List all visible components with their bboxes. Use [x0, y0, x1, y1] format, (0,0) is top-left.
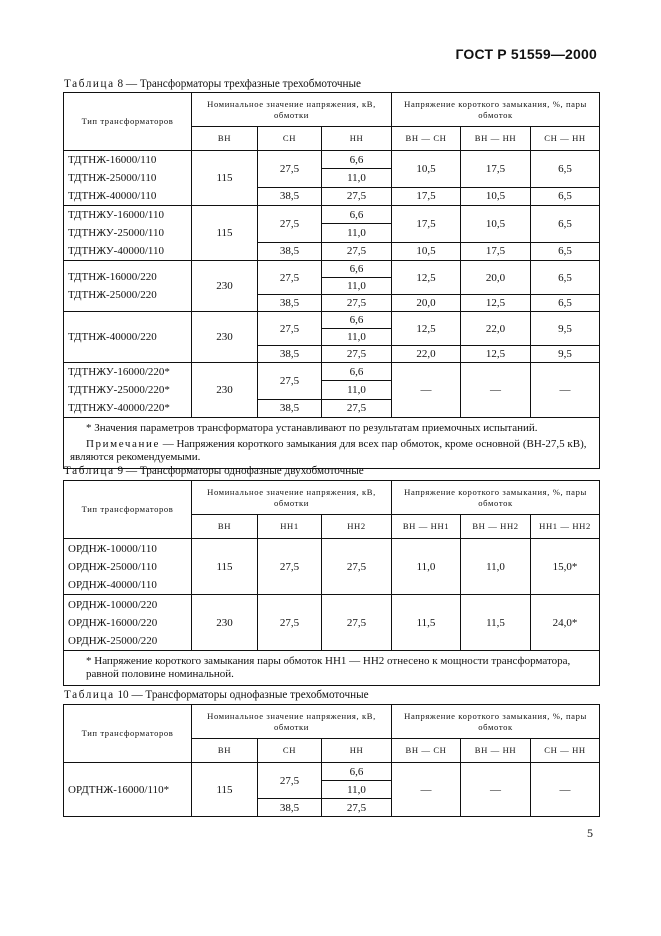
- table8-note: [70, 438, 593, 464]
- sn-value: 27,5: [258, 206, 322, 243]
- page-number: 5: [587, 826, 593, 840]
- transformer-type: ТДТНЖ-16000/220: [68, 271, 157, 283]
- transformer-type: ТДТНЖУ-16000/110: [68, 209, 164, 221]
- nn2-value: 27,5: [322, 595, 392, 651]
- document-code-header: ГОСТ Р 51559—2000: [455, 46, 597, 62]
- transformer-type: ТДТНЖ-16000/110: [68, 154, 157, 166]
- sn-nn-value: 6,5: [531, 187, 600, 205]
- table10: [63, 704, 600, 817]
- nn-value: 6,6: [322, 151, 392, 169]
- nn1-value: 27,5: [258, 595, 322, 651]
- table10-label: Таблица: [64, 689, 115, 701]
- sn-value: 27,5: [258, 151, 322, 188]
- table8-header-short-circuit: Напряжение короткого замыкания, %, пары обмоток: [392, 93, 600, 127]
- vn-sn-value: 10,5: [392, 151, 461, 188]
- table10-number: 10: [117, 689, 129, 701]
- table9-title: — Трансформаторы однофазные двухобмоточные: [125, 465, 364, 477]
- transformer-type: ТДТНЖ-40000/110: [68, 190, 157, 202]
- sn-value: 38,5: [258, 799, 322, 817]
- table8-header-nominal: Номинальное значение напряжения, кВ, обмотки: [192, 93, 392, 127]
- sn-nn-value: 6,5: [531, 242, 600, 260]
- table10-col-vn-sn: ВН — СН: [392, 739, 461, 763]
- table10-col-nn: НН: [322, 739, 392, 763]
- transformer-type: ОРДНЖ-10000/110: [68, 542, 157, 555]
- transformer-type: ОРДНЖ-25000/220: [68, 634, 158, 647]
- table8-title: — Трансформаторы трехфазные трехобмоточные: [125, 78, 362, 90]
- table9-col-nn1-nn2: НН1 — НН2: [531, 515, 600, 539]
- vn-sn-value: 17,5: [392, 187, 461, 205]
- table9-number: 9: [117, 465, 124, 477]
- transformer-type: ОРДНЖ-40000/110: [68, 578, 157, 591]
- table10-col-sn-nn: СН — НН: [531, 739, 600, 763]
- table8-col-vn-sn: ВН — СН: [392, 127, 461, 151]
- nn1-value: 27,5: [258, 539, 322, 595]
- sn-value: 38,5: [258, 346, 322, 363]
- nn1-nn2-value: 24,0*: [531, 595, 600, 651]
- nn-value: 27,5: [322, 295, 392, 312]
- table9-header-type: Тип трансформаторов: [64, 481, 192, 539]
- nn-value: 11,0: [322, 169, 392, 187]
- vn-sn-value: —: [392, 363, 461, 418]
- table8-col-sn: СН: [258, 127, 322, 151]
- nn-value: 6,6: [322, 206, 392, 224]
- sn-value: 27,5: [258, 312, 322, 346]
- table9-col-vn: ВН: [192, 515, 258, 539]
- vn-nn2-value: 11,5: [461, 595, 531, 651]
- table9-type-cell: [64, 595, 192, 651]
- vn-nn1-value: 11,0: [392, 539, 461, 595]
- transformer-type: ТДТНЖУ-25000/220*: [68, 384, 170, 396]
- vn-nn-value: 17,5: [461, 242, 531, 260]
- table8-type-cell: [64, 206, 192, 261]
- table8-footnote: * Значения параметров трансформатора устанавливают по результатам приемочных испытаний.: [86, 422, 538, 434]
- nn-value: 11,0: [322, 224, 392, 242]
- nn1-nn2-value: 15,0*: [531, 539, 600, 595]
- vn-nn-value: 20,0: [461, 261, 531, 295]
- table8-col-vn-nn: ВН — НН: [461, 127, 531, 151]
- transformer-type: ТДТНЖУ-40000/220*: [68, 402, 170, 414]
- table8: [63, 92, 600, 469]
- table10-header-type: Тип трансформаторов: [64, 705, 192, 763]
- table9-col-vn-nn2: ВН — НН2: [461, 515, 531, 539]
- sn-nn-value: 6,5: [531, 295, 600, 312]
- table10-type-cell: [64, 763, 192, 817]
- table10-header-nominal: Номинальное значение напряжения, кВ, обмотки: [192, 705, 392, 739]
- vn-value: 230: [192, 363, 258, 418]
- sn-value: 38,5: [258, 187, 322, 205]
- table10-title: — Трансформаторы однофазные трехобмоточные: [131, 689, 369, 701]
- nn-value: 27,5: [322, 242, 392, 260]
- vn-sn-value: —: [392, 763, 461, 817]
- nn-value: 6,6: [322, 363, 392, 381]
- table9-notes: [64, 651, 600, 686]
- vn-sn-value: 17,5: [392, 206, 461, 243]
- table9-header-short-circuit: Напряжение короткого замыкания, %, пары обмоток: [392, 481, 600, 515]
- table9-col-nn2: НН2: [322, 515, 392, 539]
- vn-value: 230: [192, 261, 258, 312]
- vn-value: 230: [192, 595, 258, 651]
- table9-col-vn-nn1: ВН — НН1: [392, 515, 461, 539]
- nn-value: 27,5: [322, 399, 392, 417]
- sn-value: 27,5: [258, 363, 322, 400]
- vn-nn1-value: 11,5: [392, 595, 461, 651]
- nn-value: 27,5: [322, 346, 392, 363]
- sn-nn-value: 9,5: [531, 346, 600, 363]
- table9-col-nn1: НН1: [258, 515, 322, 539]
- sn-nn-value: 6,5: [531, 261, 600, 295]
- sn-nn-value: 6,5: [531, 151, 600, 188]
- table10-col-vn-nn: ВН — НН: [461, 739, 531, 763]
- vn-nn-value: 12,5: [461, 295, 531, 312]
- transformer-type: ТДТНЖУ-16000/220*: [68, 366, 170, 378]
- vn-value: 115: [192, 539, 258, 595]
- sn-nn-value: 6,5: [531, 206, 600, 243]
- nn-value: 11,0: [322, 381, 392, 399]
- table10-header-short-circuit: Напряжение короткого замыкания, %, пары обмоток: [392, 705, 600, 739]
- sn-value: 38,5: [258, 295, 322, 312]
- vn-nn-value: 22,0: [461, 312, 531, 346]
- vn-value: 115: [192, 151, 258, 206]
- nn-value: 6,6: [322, 763, 392, 781]
- table8-caption: [64, 78, 361, 90]
- vn-sn-value: 10,5: [392, 242, 461, 260]
- vn-nn-value: —: [461, 363, 531, 418]
- table10-col-vn: ВН: [192, 739, 258, 763]
- table8-col-sn-nn: СН — НН: [531, 127, 600, 151]
- vn-nn-value: 17,5: [461, 151, 531, 188]
- table9-header-nominal: Номинальное значение напряжения, кВ, обмотки: [192, 481, 392, 515]
- table8-type-cell: [64, 312, 192, 363]
- table9-type-cell: [64, 539, 192, 595]
- vn-sn-value: 22,0: [392, 346, 461, 363]
- table9-label: Таблица: [64, 465, 115, 477]
- table8-number: 8: [117, 78, 124, 90]
- nn-value: 27,5: [322, 187, 392, 205]
- vn-value: 115: [192, 206, 258, 261]
- nn-value: 27,5: [322, 799, 392, 817]
- vn-sn-value: 12,5: [392, 312, 461, 346]
- vn-value: 230: [192, 312, 258, 363]
- sn-value: 38,5: [258, 399, 322, 417]
- vn-nn2-value: 11,0: [461, 539, 531, 595]
- nn-value: 11,0: [322, 329, 392, 346]
- sn-value: 27,5: [258, 261, 322, 295]
- transformer-type: ОРДНЖ-10000/220: [68, 598, 158, 611]
- note-label: Примечание: [86, 438, 160, 450]
- transformer-type: ТДТНЖ-40000/220: [68, 331, 157, 343]
- table8-label: Таблица: [64, 78, 115, 90]
- vn-sn-value: 12,5: [392, 261, 461, 295]
- vn-nn-value: —: [461, 763, 531, 817]
- sn-value: 38,5: [258, 242, 322, 260]
- sn-nn-value: —: [531, 763, 600, 817]
- sn-nn-value: —: [531, 363, 600, 418]
- table8-col-vn: ВН: [192, 127, 258, 151]
- table10-col-sn: СН: [258, 739, 322, 763]
- table8-col-nn: НН: [322, 127, 392, 151]
- vn-nn-value: 12,5: [461, 346, 531, 363]
- nn-value: 6,6: [322, 261, 392, 278]
- transformer-type: ОРДНЖ-25000/110: [68, 560, 157, 573]
- vn-nn-value: 10,5: [461, 187, 531, 205]
- table9-caption: [64, 465, 364, 477]
- transformer-type: ТДТНЖУ-40000/110: [68, 245, 164, 257]
- sn-value: 27,5: [258, 763, 322, 799]
- table8-type-cell: [64, 261, 192, 312]
- transformer-type: ТДТНЖ-25000/220: [68, 289, 157, 301]
- transformer-type: ТДТНЖ-25000/110: [68, 172, 157, 184]
- table9: [63, 480, 600, 686]
- transformer-type: ОРДТНЖ-16000/110*: [68, 783, 170, 796]
- nn-value: 11,0: [322, 278, 392, 295]
- table10-caption: [64, 689, 369, 701]
- nn2-value: 27,5: [322, 539, 392, 595]
- vn-value: 115: [192, 763, 258, 817]
- vn-sn-value: 20,0: [392, 295, 461, 312]
- transformer-type: ТДТНЖУ-25000/110: [68, 227, 164, 239]
- sn-nn-value: 9,5: [531, 312, 600, 346]
- table8-type-cell: [64, 151, 192, 206]
- table9-footnote: * Напряжение короткого замыкания пары обмоток НН1 — НН2 отнесено к мощности трансформатора, равной половине номинальной.: [86, 655, 571, 680]
- vn-nn-value: 10,5: [461, 206, 531, 243]
- table8-type-cell: [64, 363, 192, 418]
- nn-value: 11,0: [322, 781, 392, 799]
- note-text: — Напряжения короткого замыкания для всех пар обмоток, кроме основной (ВН-27,5 кВ), являются рекомендуемыми.: [70, 438, 587, 463]
- table8-notes: [64, 418, 600, 469]
- nn-value: 6,6: [322, 312, 392, 329]
- transformer-type: ОРДНЖ-16000/220: [68, 616, 158, 629]
- table8-header-type: Тип трансформаторов: [64, 93, 192, 151]
